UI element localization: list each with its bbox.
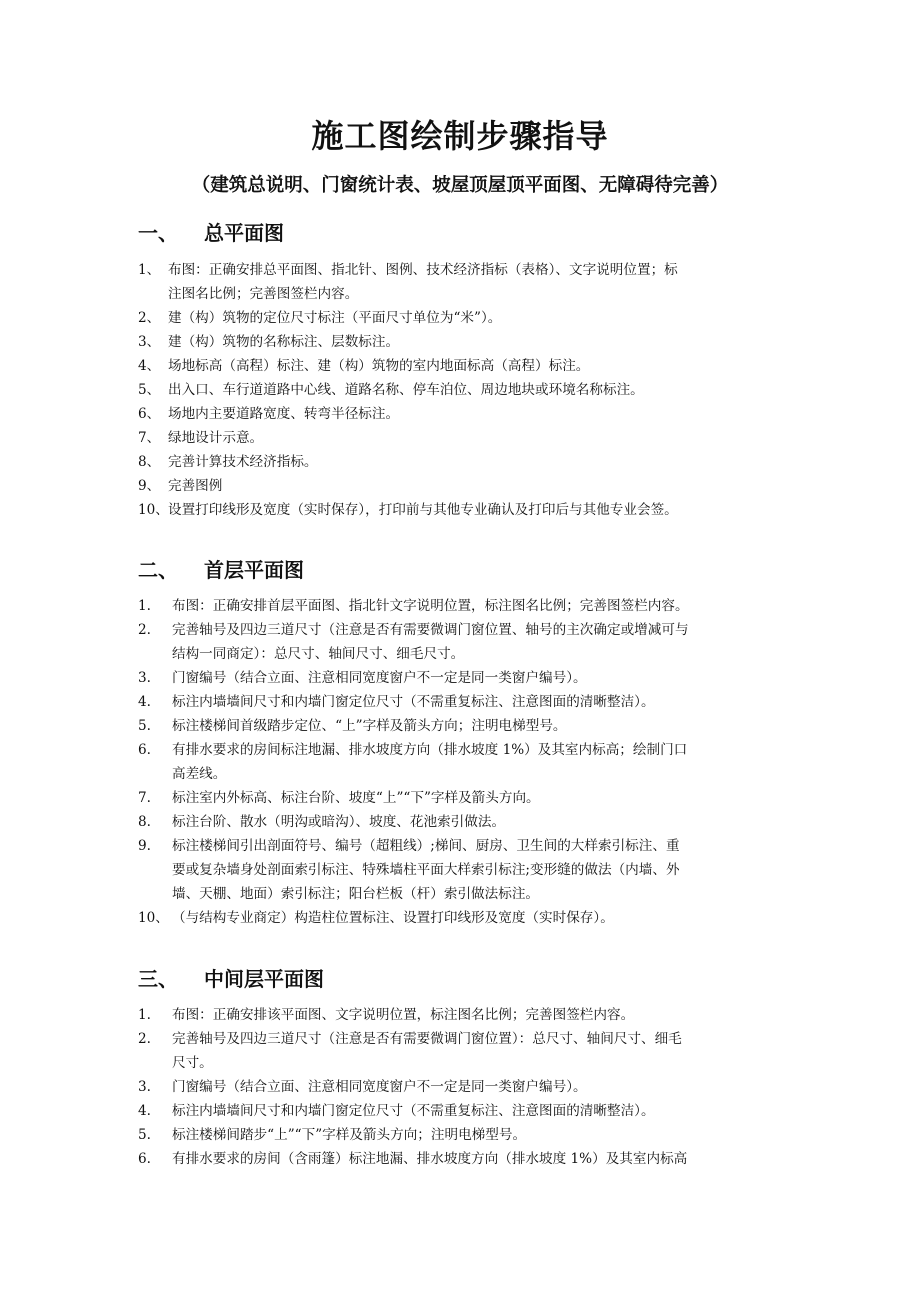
item-text	[168, 498, 788, 522]
item-number: 7.	[138, 790, 151, 806]
item-number: 3、	[138, 334, 161, 350]
item-text	[172, 1099, 788, 1123]
item-number: 1、	[138, 262, 161, 278]
item-text	[172, 1027, 788, 1075]
item-text-line: 标注内墙墙间尺寸和内墙门窗定位尺寸（不需重复标注、注意图面的清晰整洁）。	[172, 1103, 655, 1119]
item-text-line: （与结构专业商定）构造柱位置标注、设置打印线形及宽度（实时保存）。	[172, 910, 614, 926]
section-number: 二、	[138, 558, 178, 582]
list-item	[138, 666, 788, 690]
item-number: 2.	[138, 1031, 151, 1047]
section-number: 一、	[138, 221, 178, 245]
item-text-line: 有排水要求的房间标注地漏、排水坡度方向（排水坡度 1%）及其室内标高；绘制门口	[172, 742, 688, 758]
list-item	[138, 258, 788, 306]
list-item	[138, 306, 788, 330]
list-item	[138, 474, 788, 498]
item-text	[168, 474, 788, 498]
section-title: 中间层平面图	[204, 967, 324, 991]
item-text-line: 门窗编号（结合立面、注意相同宽度窗户不一定是同一类窗户编号）。	[172, 1079, 587, 1095]
list-item	[138, 810, 788, 834]
item-text-line: 标注楼梯间踏步“上”“下”字样及箭头方向；注明电梯型号。	[172, 1127, 527, 1143]
item-number: 2、	[138, 310, 161, 326]
item-number: 9.	[138, 838, 151, 854]
item-text-line: 出入口、车行道道路中心线、道路名称、停车泊位、周边地块或环境名称标注。	[168, 382, 644, 398]
item-text	[172, 738, 788, 786]
item-text	[168, 450, 788, 474]
item-number: 10、	[138, 502, 169, 518]
item-text	[172, 786, 788, 810]
list-item	[138, 402, 788, 426]
item-number: 6.	[138, 1151, 151, 1167]
item-number: 7、	[138, 430, 161, 446]
list-item	[138, 498, 788, 522]
list-item	[138, 378, 788, 402]
item-number: 8、	[138, 454, 161, 470]
item-text-line: 完善轴号及四边三道尺寸（注意是否有需要微调门窗位置）：总尺寸、轴间尺寸、细毛	[172, 1031, 682, 1047]
item-text	[168, 378, 788, 402]
item-text-line: 标注楼梯间首级踏步定位、“上”字样及箭头方向；注明电梯型号。	[172, 718, 567, 734]
item-text	[172, 810, 788, 834]
item-text-line: 尺寸。	[172, 1055, 213, 1071]
item-text	[172, 1075, 788, 1099]
list-item	[138, 1027, 788, 1075]
item-text-line: 绿地设计示意。	[168, 430, 264, 446]
item-text	[172, 1003, 788, 1027]
item-text	[168, 354, 788, 378]
item-number: 1.	[138, 598, 151, 614]
item-number: 4.	[138, 694, 151, 710]
list-item	[138, 834, 788, 906]
list-item	[138, 354, 788, 378]
item-number: 6.	[138, 742, 151, 758]
item-text	[172, 1147, 788, 1171]
item-number: 5.	[138, 1127, 151, 1143]
item-text-line: 完善计算技术经济指标。	[168, 454, 318, 470]
list-item	[138, 906, 788, 930]
item-text	[172, 690, 788, 714]
item-text	[172, 714, 788, 738]
item-text-line: 标注内墙墙间尺寸和内墙门窗定位尺寸（不需重复标注、注意图面的清晰整洁）。	[172, 694, 655, 710]
item-number: 3.	[138, 1079, 151, 1095]
section-title: 总平面图	[204, 221, 284, 245]
item-number: 8.	[138, 814, 151, 830]
item-text	[168, 402, 788, 426]
item-text-line: 布图：正确安排该平面图、文字说明位置，标注图名比例；完善图签栏内容。	[172, 1007, 635, 1023]
item-number: 6、	[138, 406, 161, 422]
item-number: 4、	[138, 358, 161, 374]
list-item	[138, 1075, 788, 1099]
item-text-line: 门窗编号（结合立面、注意相同宽度窗户不一定是同一类窗户编号）。	[172, 670, 587, 686]
list-item	[138, 426, 788, 450]
item-text-line: 完善轴号及四边三道尺寸（注意是否有需要微调门窗位置、轴号的主次确定或增减可与	[172, 622, 689, 638]
item-text-line: 要或复杂墙身处剖面索引标注、特殊墙柱平面大样索引标注;变形缝的做法（内墙、外	[172, 862, 680, 878]
item-number: 1.	[138, 1007, 151, 1023]
item-text-line: 完善图例	[168, 478, 223, 494]
item-text	[168, 258, 788, 306]
item-number: 9、	[138, 478, 161, 494]
item-text	[168, 306, 788, 330]
item-number: 4.	[138, 1103, 151, 1119]
item-text-line: 建（构）筑物的名称标注、层数标注。	[168, 334, 400, 350]
item-text-line: 有排水要求的房间（含雨篷）标注地漏、排水坡度方向（排水坡度 1%）及其室内标高	[172, 1151, 688, 1167]
section-number: 三、	[138, 967, 178, 991]
item-text	[172, 618, 788, 666]
item-text-line: 标注室内外标高、标注台阶、坡度“上”“下”字样及箭头方向。	[172, 790, 540, 806]
section-title: 首层平面图	[204, 558, 304, 582]
item-text-line: 场地标高（高程）标注、建（构）筑物的室内地面标高（高程）标注。	[168, 358, 590, 374]
item-text	[172, 834, 788, 906]
item-text-line: 标注台阶、散水（明沟或暗沟）、坡度、花池索引做法。	[172, 814, 506, 830]
list-item	[138, 786, 788, 810]
list-item	[138, 450, 788, 474]
list-item	[138, 330, 788, 354]
item-text	[172, 594, 788, 618]
section-heading	[138, 555, 304, 585]
section-list	[138, 594, 788, 930]
section-heading	[138, 964, 324, 994]
item-text	[172, 1123, 788, 1147]
list-item	[138, 618, 788, 666]
item-text	[172, 666, 788, 690]
item-text-line: 布图：正确安排总平面图、指北针、图例、技术经济指标（表格）、文字说明位置；标	[168, 262, 678, 278]
section-list	[138, 258, 788, 522]
list-item	[138, 1123, 788, 1147]
list-item	[138, 714, 788, 738]
document-subtitle: （建筑总说明、门窗统计表、坡屋顶屋顶平面图、无障碍待完善）	[191, 175, 729, 196]
list-item	[138, 1147, 788, 1171]
item-text-line: 设置打印线形及宽度（实时保存），打印前与其他专业确认及打印后与其他专业会签。	[168, 502, 678, 518]
item-text-line: 注图名比例；完善图签栏内容。	[168, 286, 359, 302]
list-item	[138, 1003, 788, 1027]
item-number: 2.	[138, 622, 151, 638]
item-text-line: 高差线。	[172, 766, 227, 782]
item-text-line: 场地内主要道路宽度、转弯半径标注。	[168, 406, 400, 422]
item-text-line: 布图：正确安排首层平面图、指北针文字说明位置，标注图名比例；完善图签栏内容。	[172, 598, 689, 614]
item-text-line: 墙、天棚、地面）索引标注；阳台栏板（杆）索引做法标注。	[172, 886, 540, 902]
item-number: 10、	[138, 910, 169, 926]
section-list	[138, 1003, 788, 1171]
item-text-line: 标注楼梯间引出剖面符号、编号（超粗线）;梯间、厨房、卫生间的大样索引标注、重	[172, 838, 680, 854]
document-title: 施工图绘制步骤指导	[311, 117, 609, 155]
item-number: 5、	[138, 382, 161, 398]
item-text	[168, 330, 788, 354]
list-item	[138, 594, 788, 618]
list-item	[138, 738, 788, 786]
item-text-line: 建（构）筑物的定位尺寸标注（平面尺寸单位为“米”）。	[168, 310, 502, 326]
item-number: 3.	[138, 670, 151, 686]
list-item	[138, 1099, 788, 1123]
section-heading	[138, 218, 284, 248]
item-number: 5.	[138, 718, 151, 734]
list-item	[138, 690, 788, 714]
item-text	[172, 906, 788, 930]
item-text-line: 结构一同商定）：总尺寸、轴间尺寸、细毛尺寸。	[172, 646, 465, 662]
item-text	[168, 426, 788, 450]
